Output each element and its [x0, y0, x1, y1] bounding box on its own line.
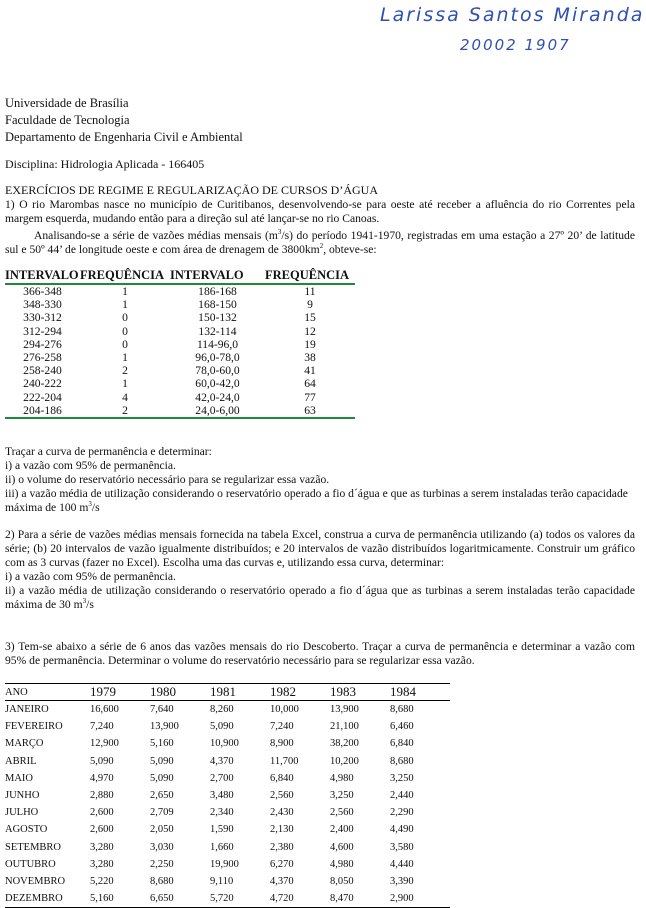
monthly-table-row	[5, 787, 450, 804]
flow-value: 4,970	[90, 772, 114, 784]
flow-value: 10,200	[330, 755, 359, 767]
flow-value: 6,270	[270, 858, 294, 870]
monthly-table-row	[5, 839, 450, 856]
frequency-table-cell: 2	[80, 404, 170, 418]
monthly-table-header	[5, 684, 450, 701]
frequency-table-cell: 2	[122, 364, 128, 378]
flow-value: 5,220	[90, 875, 114, 887]
flow-value: 1,660	[210, 841, 234, 853]
monthly-table-row	[5, 873, 450, 890]
flow-value: 2,380	[270, 841, 294, 853]
question-1-data-description: Analisando-se a série de vazões médias mensais $(m^3/s)$ do período 1941-1970, registradas em uma estação a 27º 20’ de latitude sul e 50º 44’ de longitude oeste e com área de drenagem de $3800km^2$, obteve-se:	[5, 228, 635, 256]
flow-value: 8,050	[330, 875, 354, 887]
flow-value: 2,340	[210, 807, 234, 819]
flow-value: 4,440	[390, 858, 414, 870]
department-name: Departamento de Engenharia Civil e Ambiental	[5, 130, 243, 144]
document-header	[5, 95, 635, 146]
question-2-text: 2) Para a série de vazões médias mensais fornecida na tabela Excel, construa a curva de permanência utilizando (a) todos os valores da série; (b) 20 intervalos de vazão igualmente distribuídos; e 20 intervalos de vazão distribuídos logaritmicamente. Construir um gráfico com as 3 curvas (fazer no Excel). Escolha uma das curvas e, utilizando essa curva, determinar:	[5, 528, 635, 569]
flow-value: 4,370	[210, 755, 234, 767]
frequency-table-row	[5, 351, 355, 364]
frequency-table-cell: 77	[304, 390, 316, 404]
month-label: MARÇO	[5, 738, 44, 750]
frequency-table-cell: 1	[122, 377, 128, 391]
flow-value: 1,590	[210, 824, 234, 836]
flow-value: 13,900	[330, 704, 359, 716]
header-intervalo-2: INTERVALO	[170, 268, 265, 284]
frequency-table-cell: 15	[304, 311, 316, 325]
discipline-line: Disciplina: Hidrologia Aplicada - 166405	[5, 157, 205, 171]
flow-value: 7,640	[150, 704, 174, 716]
flow-value: 3,390	[390, 875, 414, 887]
flow-value: 2,880	[90, 790, 114, 802]
flow-value: 3,480	[210, 790, 234, 802]
monthly-flow-table	[5, 683, 450, 908]
handwritten-name: Larissa Santos Miranda	[380, 4, 645, 26]
flow-value: 5,090	[150, 772, 174, 784]
flow-value: 6,460	[390, 721, 414, 733]
flow-value: 2,560	[330, 807, 354, 819]
frequency-table-cell: 38	[304, 351, 316, 365]
flow-value: 6,650	[150, 890, 210, 908]
header-year: 1984	[390, 684, 450, 701]
month-label: FEVEREIRO	[5, 721, 63, 733]
month-label: JUNHO	[5, 790, 40, 802]
flow-value: 2,900	[390, 890, 450, 908]
frequency-table-cell: 114-96,0	[196, 337, 239, 351]
flow-value: 5,160	[90, 890, 150, 908]
month-label: OUTUBRO	[5, 858, 56, 870]
frequency-table-cell: 204-186	[5, 404, 80, 418]
question-2-item-ii: ii) a vazão média de utilização considerando o reservatório operado a fio d´água que as turbinas a serem instaladas terão capacidade máxima de 30 $m^3/s$	[5, 584, 635, 611]
header-frequencia-1: FREQUÊNCIA	[80, 268, 170, 284]
flow-value: 2,560	[270, 790, 294, 802]
frequency-table-cell: 222-204	[23, 390, 62, 404]
task-iii: iii) a vazão média de utilização considerando o reservatório operado a fio d´água e que as turbinas a serem instaladas terão capacidade máxima de 100 $m^3/s$	[5, 487, 628, 514]
flow-value: 4,720	[270, 890, 330, 908]
flow-value: 2,650	[150, 790, 174, 802]
frequency-table-cell: 11	[304, 285, 316, 298]
flow-value: 5,090	[150, 755, 174, 767]
question-1-tasks	[5, 445, 635, 515]
frequency-table-cell: 0	[122, 324, 128, 338]
frequency-table-cell: 330-312	[23, 311, 62, 325]
flow-value: 2,700	[210, 772, 234, 784]
flow-value: 2,050	[150, 824, 174, 836]
university-name: Universidade de Brasília	[5, 96, 129, 110]
flow-value: 7,240	[90, 721, 114, 733]
monthly-table-row	[5, 821, 450, 838]
header-ano: ANO	[5, 684, 90, 701]
header-year: 1980	[150, 684, 210, 701]
header-frequencia-2: FREQUÊNCIA	[265, 268, 355, 284]
frequency-table-row	[5, 325, 355, 338]
frequency-table-cell: 276-258	[23, 351, 62, 365]
frequency-table-row	[5, 311, 355, 324]
month-label: DEZEMBRO	[5, 890, 90, 908]
flow-value: 8,900	[270, 738, 294, 750]
flow-value: 19,900	[210, 858, 239, 870]
frequency-table-cell: 1	[122, 351, 128, 365]
task-i: i) a vazão com 95% de permanência.	[5, 459, 176, 472]
flow-value: 5,160	[150, 738, 174, 750]
header-year: 1982	[270, 684, 330, 701]
flow-value: 3,030	[150, 841, 174, 853]
flow-value: 8,260	[210, 704, 234, 716]
flow-value: 16,600	[90, 704, 119, 716]
frequency-table-cell: 0	[122, 337, 128, 351]
flow-value: 5,090	[90, 755, 114, 767]
flow-value: 7,240	[270, 721, 294, 733]
flow-value: 9,110	[210, 875, 234, 887]
frequency-table-cell: 19	[304, 337, 316, 351]
question-2-item-i: i) a vazão com 95% de permanência.	[5, 570, 176, 583]
exercise-title: EXERCÍCIOS DE REGIME E REGULARIZAÇÃO DE CURSOS D’ÁGUA	[5, 183, 378, 197]
frequency-table-cell: 132-114	[198, 324, 237, 338]
frequency-table-cell: 24,0-6,00	[170, 404, 265, 418]
flow-value: 2,709	[150, 807, 174, 819]
frequency-table-cell: 186-168	[198, 285, 237, 298]
monthly-table-row	[5, 804, 450, 821]
frequency-table-cell: 1	[122, 298, 128, 312]
month-label: AGOSTO	[5, 824, 48, 836]
question-2	[5, 528, 635, 612]
frequency-table-row	[5, 391, 355, 404]
frequency-table-cell: 12	[304, 324, 316, 338]
flow-value: 4,980	[330, 858, 354, 870]
frequency-table-cell: 78,0-60,0	[195, 364, 240, 378]
month-label: ABRIL	[5, 755, 37, 767]
month-label: SETEMBRO	[5, 841, 62, 853]
flow-value: 3,280	[90, 841, 114, 853]
monthly-table-row	[5, 701, 450, 719]
frequency-table-cell: 41	[304, 364, 316, 378]
flow-value: 11,700	[270, 755, 299, 767]
frequency-table-row	[5, 377, 355, 390]
frequency-table-cell: 240-222	[23, 377, 62, 391]
frequency-table-cell: 294-276	[23, 337, 62, 351]
frequency-table-cell: 312-294	[23, 324, 62, 338]
month-label: JANEIRO	[5, 704, 49, 716]
faculty-name: Faculdade de Tecnologia	[5, 113, 130, 127]
month-label: NOVEMBRO	[5, 875, 66, 887]
flow-value: 8,470	[330, 890, 390, 908]
frequency-table-row	[5, 364, 355, 377]
flow-value: 5,720	[210, 890, 270, 908]
frequency-table-cell: 4	[122, 390, 128, 404]
flow-value: 2,250	[150, 858, 174, 870]
frequency-table-row	[5, 404, 355, 418]
frequency-table-cell: 168-150	[198, 298, 237, 312]
month-label: JULHO	[5, 807, 39, 819]
flow-value: 10,000	[270, 704, 299, 716]
flow-value: 2,430	[270, 807, 294, 819]
frequency-table-cell: 366-348	[23, 285, 62, 298]
frequency-table-row	[5, 338, 355, 351]
frequency-table-cell: 258-240	[23, 364, 62, 378]
frequency-table-row	[5, 284, 355, 298]
frequency-table-cell: 9	[307, 298, 313, 312]
flow-value: 4,600	[330, 841, 354, 853]
question-3-text: 3) Tem-se abaixo a série de 6 anos das vazões mensais do rio Descoberto. Traçar a curva de permanência e determinar a vazão com 95% de permanência. Determinar o volume do reservatório necessário para se regularizar essa vazão.	[5, 640, 635, 667]
flow-value: 2,130	[270, 824, 294, 836]
flow-value: 3,250	[390, 772, 414, 784]
flow-value: 38,200	[330, 738, 359, 750]
monthly-table-row	[5, 718, 450, 735]
frequency-table	[5, 268, 355, 419]
flow-value: 2,440	[390, 790, 414, 802]
question-1-intro: 1) O rio Marombas nasce no município de Curitibanos, desenvolvendo-se para oeste até receber a afluência do rio Correntes pela margem esquerda, mudando então para a direção sul até lançar-se no rio Canoas.	[5, 198, 635, 225]
flow-value: 2,290	[390, 807, 414, 819]
frequency-table-cell: 64	[304, 377, 316, 391]
flow-value: 8,680	[150, 875, 174, 887]
flow-value: 4,370	[270, 875, 294, 887]
monthly-table-row	[5, 770, 450, 787]
task-ii: ii) o volume do reservatório necessário para se regularizar essa vazão.	[5, 473, 330, 486]
flow-value: 4,980	[330, 772, 354, 784]
task-intro: Traçar a curva de permanência e determinar:	[5, 445, 212, 458]
flow-value: 2,400	[330, 824, 354, 836]
flow-value: 2,600	[90, 807, 114, 819]
flow-value: 6,840	[390, 738, 414, 750]
header-year: 1979	[90, 684, 150, 701]
header-intervalo-1: INTERVALO	[5, 268, 79, 282]
flow-value: 2,600	[90, 824, 114, 836]
frequency-table-cell: 1	[122, 285, 128, 298]
flow-value: 8,680	[390, 704, 414, 716]
flow-value: 10,900	[210, 738, 239, 750]
monthly-table-row	[5, 735, 450, 752]
frequency-table-cell: 42,0-24,0	[195, 390, 240, 404]
flow-value: 3,280	[90, 858, 114, 870]
flow-value: 8,680	[390, 755, 414, 767]
frequency-table-cell: 150-132	[198, 311, 237, 325]
flow-value: 4,490	[390, 824, 414, 836]
frequency-table-header	[5, 268, 355, 284]
month-label: MAIO	[5, 772, 33, 784]
header-year: 1981	[210, 684, 270, 701]
monthly-table-row	[5, 753, 450, 770]
flow-value: 3,250	[330, 790, 354, 802]
flow-value: 12,900	[90, 738, 119, 750]
frequency-table-cell: 63	[265, 404, 355, 418]
frequency-table-cell: 0	[122, 311, 128, 325]
flow-value: 3,580	[390, 841, 414, 853]
frequency-table-cell: 96,0-78,0	[195, 351, 240, 365]
frequency-table-cell: 60,0-42,0	[195, 377, 240, 391]
monthly-table-row	[5, 890, 450, 908]
flow-value: 6,840	[270, 772, 294, 784]
handwritten-student-number: 20002 1907	[460, 36, 571, 54]
flow-value: 13,900	[150, 721, 179, 733]
frequency-table-cell: 348-330	[23, 298, 62, 312]
monthly-table-row	[5, 856, 450, 873]
header-year: 1983	[330, 684, 390, 701]
frequency-table-row	[5, 298, 355, 311]
flow-value: 5,090	[210, 721, 234, 733]
flow-value: 21,100	[330, 721, 359, 733]
